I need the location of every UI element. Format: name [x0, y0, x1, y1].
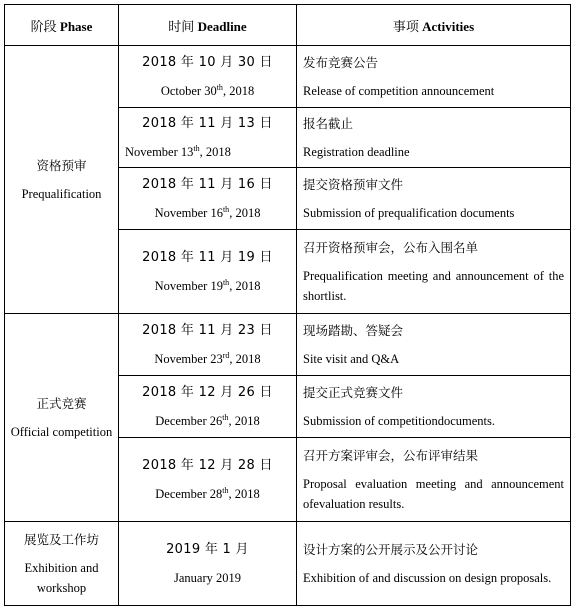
table-row [5, 46, 571, 108]
deadline-en: November 19th, 2018 [154, 277, 261, 293]
deadline-zh: 2018 年 12 月 26 日 [142, 385, 273, 400]
deadline-zh: 2018 年 11 月 23 日 [142, 323, 273, 338]
deadline-zh: 2018 年 10 月 30 日 [142, 55, 273, 70]
activity-en: Proposal evaluation meeting and announcement ofevaluation results. [303, 476, 564, 511]
deadline-zh: 2019 年 1 月 [166, 542, 249, 557]
activity-cell [297, 46, 571, 108]
activity-zh: 提交正式竞赛文件 [303, 384, 404, 400]
deadline-en: January 2019 [174, 571, 241, 585]
deadline-cell [119, 108, 297, 168]
activity-cell [297, 108, 571, 168]
activity-zh: 提交资格预审文件 [303, 176, 404, 192]
deadline-cell [119, 522, 297, 606]
deadline-zh: 2018 年 11 月 19 日 [142, 250, 273, 265]
phase-zh: 正式竞赛 [36, 395, 87, 411]
deadline-zh: 2018 年 11 月 13 日 [142, 116, 273, 131]
deadline-zh: 2018 年 12 月 28 日 [142, 458, 273, 473]
deadline-en: November 16th, 2018 [154, 204, 261, 220]
deadline-zh: 2018 年 11 月 16 日 [142, 177, 273, 192]
header-activities [297, 5, 571, 46]
activity-zh: 报名截止 [303, 115, 354, 131]
activity-en: Submission of prequalification documents [303, 205, 515, 220]
phase-zh: 展览及工作坊 [23, 531, 99, 547]
activity-zh: 召开资格预审会，公布入围名单 [303, 239, 479, 255]
activity-cell [297, 376, 571, 438]
activity-en: Prequalification meeting and announcement of the shortlist. [303, 268, 564, 303]
activity-cell [297, 522, 571, 606]
phase-cell-exhibition [5, 522, 119, 606]
header-activities-zh: 事项 [392, 19, 419, 35]
deadline-cell [119, 376, 297, 438]
activity-zh: 设计方案的公开展示及公开讨论 [303, 541, 479, 557]
header-deadline-en: Deadline [197, 18, 247, 34]
activity-en: Release of competition announcement [303, 83, 495, 98]
deadline-en: November 13th, 2018 [125, 143, 231, 159]
activity-zh: 现场踏勘、答疑会 [303, 322, 404, 338]
schedule-table [4, 4, 571, 606]
deadline-en: December 28th, 2018 [155, 485, 260, 501]
header-deadline [119, 5, 297, 46]
phase-zh: 资格预审 [36, 157, 87, 173]
deadline-en: December 26th, 2018 [155, 412, 260, 428]
activity-cell [297, 168, 571, 230]
activity-en: Registration deadline [303, 144, 410, 159]
activity-en: Exhibition of and discussion on design proposals. [303, 570, 552, 585]
deadline-en: November 23rd, 2018 [154, 350, 261, 366]
phase-en: Prequalification [21, 186, 102, 201]
activity-cell [297, 230, 571, 314]
activity-cell [297, 314, 571, 376]
phase-cell-official-competition [5, 314, 119, 522]
activity-zh: 召开方案评审会，公布评审结果 [303, 447, 479, 463]
deadline-cell [119, 230, 297, 314]
table-row [5, 522, 571, 606]
deadline-cell [119, 46, 297, 108]
activity-cell [297, 438, 571, 522]
header-deadline-zh: 时间 [168, 19, 195, 35]
phase-en: Exhibition and workshop [24, 560, 99, 595]
deadline-cell [119, 314, 297, 376]
phase-en: Official competition [10, 424, 113, 439]
header-activities-en: Activities [422, 18, 475, 34]
activity-zh: 发布竞赛公告 [303, 54, 379, 70]
deadline-cell [119, 438, 297, 522]
deadline-cell [119, 168, 297, 230]
activity-en: Submission of competitiondocuments. [303, 413, 496, 428]
phase-cell-prequalification [5, 46, 119, 314]
activity-en: Site visit and Q&A [303, 351, 400, 366]
header-phase [5, 5, 119, 46]
deadline-en: October 30th, 2018 [160, 82, 255, 98]
header-phase-en: Phase [59, 18, 93, 34]
table-row [5, 314, 571, 376]
header-row [5, 5, 571, 46]
header-phase-zh: 阶段 [30, 19, 57, 35]
